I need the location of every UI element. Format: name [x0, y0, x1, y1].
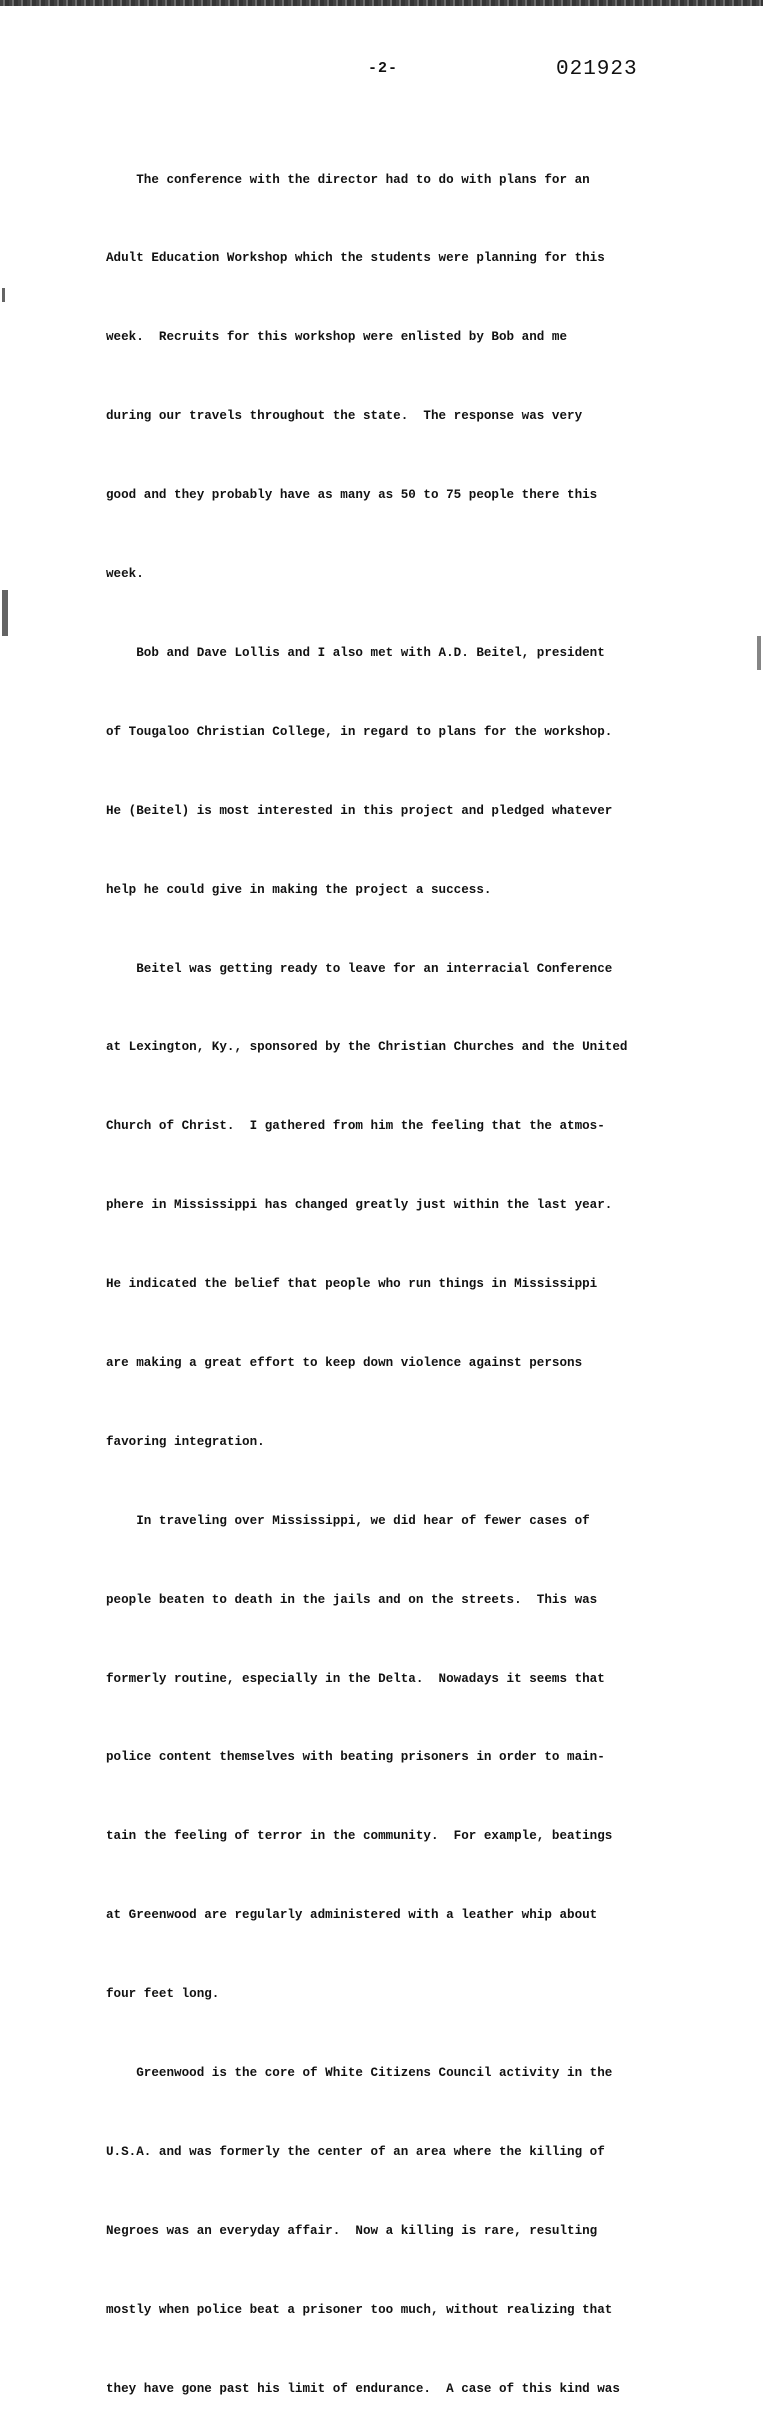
- text-line: at Greenwood are regularly administered with a leather whip about: [106, 1908, 598, 1923]
- text-line: help he could give in making the project a success.: [106, 882, 492, 897]
- text-line: mostly when police beat a prisoner too much, without realizing that: [106, 2302, 613, 2317]
- text-line: week.: [106, 567, 144, 582]
- text-line: The conference with the director had to do with plans for an: [106, 172, 590, 187]
- text-line: formerly routine, especially in the Delta. Nowadays it seems that: [106, 1671, 605, 1686]
- text-line: In traveling over Mississippi, we did hear of fewer cases of: [106, 1513, 590, 1528]
- scan-left-mark: [2, 590, 8, 636]
- text-line: Adult Education Workshop which the students were planning for this: [106, 251, 605, 266]
- text-line: week. Recruits for this workshop were enlisted by Bob and me: [106, 330, 568, 345]
- text-line: Beitel was getting ready to leave for an interracial Conference: [106, 961, 613, 976]
- text-line: during our travels throughout the state. The response was very: [106, 409, 583, 424]
- text-line: Negroes was an everyday affair. Now a killing is rare, resulting: [106, 2223, 598, 2238]
- scan-top-edge: [0, 0, 763, 6]
- text-line: of Tougaloo Christian College, in regard to plans for the workshop.: [106, 724, 613, 739]
- scan-right-mark: [757, 636, 761, 670]
- text-line: tain the feeling of terror in the community. For example, beatings: [106, 1829, 613, 1844]
- text-line: He (Beitel) is most interested in this project and pledged whatever: [106, 803, 613, 818]
- text-line: favoring integration.: [106, 1434, 265, 1449]
- text-line: police content themselves with beating prisoners in order to main-: [106, 1750, 605, 1765]
- text-line: U.S.A. and was formerly the center of an area where the killing of: [106, 2144, 605, 2159]
- text-line: four feet long.: [106, 1987, 220, 2002]
- text-line: Church of Christ. I gathered from him the feeling that the atmos-: [106, 1119, 605, 1134]
- text-line: at Lexington, Ky., sponsored by the Christian Churches and the United: [106, 1040, 628, 1055]
- text-line: they have gone past his limit of endurance. A case of this kind was: [106, 2381, 620, 2396]
- page-number: -2-: [368, 60, 399, 77]
- text-line: Bob and Dave Lollis and I also met with A.D. Beitel, president: [106, 645, 605, 660]
- text-line: Greenwood is the core of White Citizens Council activity in the: [106, 2065, 613, 2080]
- scan-left-mark: [2, 288, 5, 302]
- text-line: are making a great effort to keep down violence against persons: [106, 1355, 583, 1370]
- text-line: people beaten to death in the jails and on the streets. This was: [106, 1592, 598, 1607]
- text-line: phere in Mississippi has changed greatly just within the last year.: [106, 1198, 613, 1213]
- document-id: 021923: [556, 58, 638, 81]
- text-line: good and they probably have as many as 50 to 75 people there this: [106, 488, 598, 503]
- text-line: He indicated the belief that people who run things in Mississippi: [106, 1277, 598, 1292]
- document-body: [106, 114, 666, 2428]
